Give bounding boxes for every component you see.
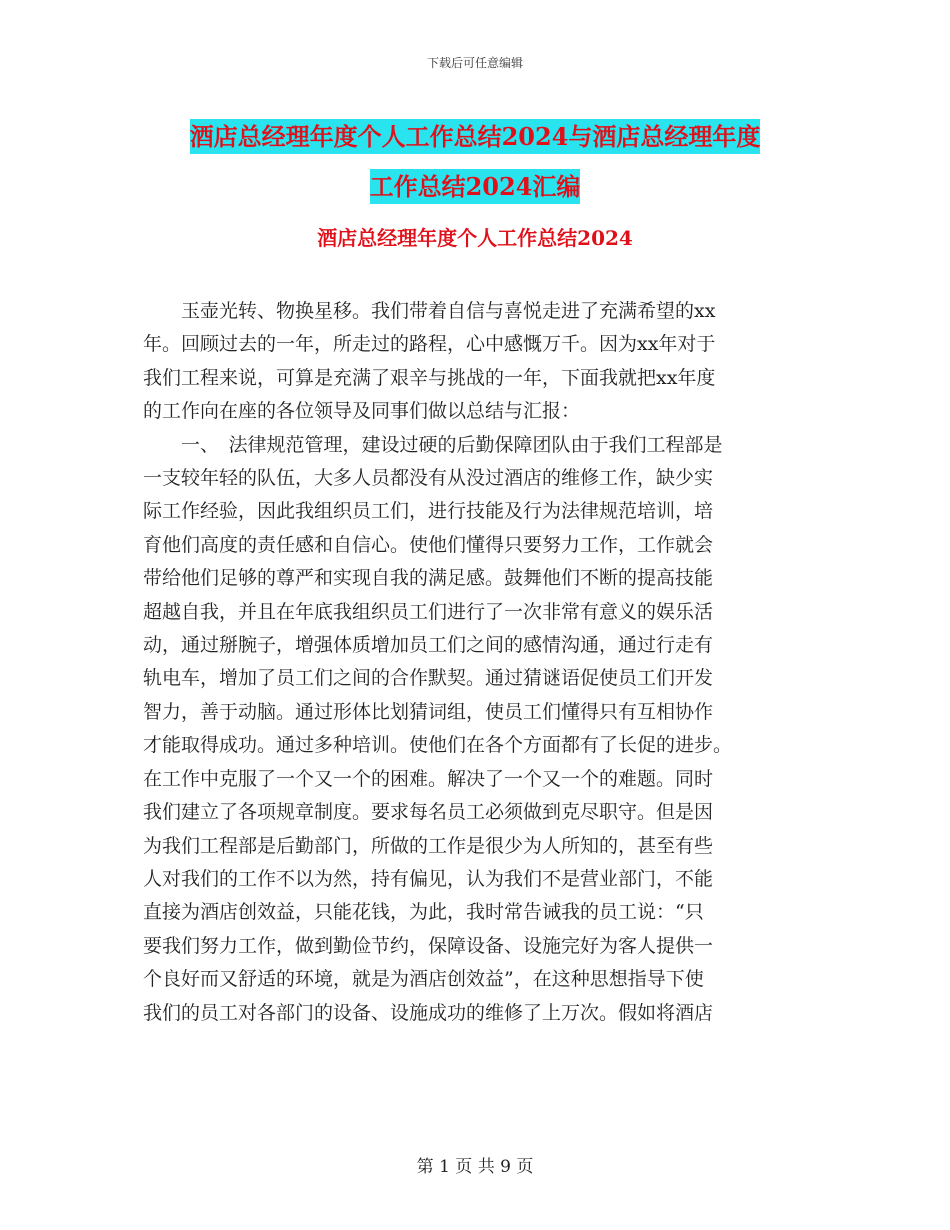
text-line: 才能取得成功。通过多种培训。使他们在各个方面都有了长促的进步。 (143, 734, 733, 757)
text-line: 我们建立了各项规章制度。要求每名员工必须做到克尽职守。但是因 (143, 801, 714, 824)
text-line: 个良好而又舒适的环境，就是为酒店创效益”，在这种思想指导下使 (143, 968, 704, 991)
title-line-2: 工作总结2024汇编 (370, 169, 581, 204)
document-title (0, 112, 950, 212)
text-line: 要我们努力工作，做到勤俭节约，保障设备、设施完好为客人提供一 (143, 934, 714, 957)
text-line: 的工作向在座的各位领导及同事们做以总结与汇报： (143, 400, 581, 423)
section-title: 酒店总经理年度个人工作总结2024 (317, 226, 633, 250)
text-line: 直接为酒店创效益，只能花钱，为此，我时常告诫我的员工说：“只 (143, 901, 704, 924)
text-line: 轨电车，增加了员工们之间的合作默契。通过猜谜语促使员工们开发 (143, 667, 714, 690)
text-line: 人对我们的工作不以为然，持有偏见，认为我们不是营业部门，不能 (143, 867, 714, 890)
text-line: 年。回顾过去的一年，所走过的路程，心中感慨万千。因为xx年对于 (143, 333, 716, 356)
text-line: 智力，善于动脑。通过形体比划猜词组，使员工们懂得只有互相协作 (143, 700, 714, 723)
text-line: 一支较年轻的队伍，大多人员都没有从没过酒店的维修工作，缺少实 (143, 467, 714, 490)
text-line: 育他们高度的责任感和自信心。使他们懂得只要努力工作，工作就会 (143, 533, 714, 556)
title-line-1: 酒店总经理年度个人工作总结2024与酒店总经理年度 (190, 119, 761, 154)
body-text (143, 295, 807, 1030)
text-line: 我们工程来说，可算是充满了艰辛与挑战的一年，下面我就把xx年度 (143, 366, 716, 389)
text-line: 玉壶光转、物换星移。我们带着自信与喜悦走进了充满希望的xx (143, 300, 716, 322)
text-line: 动，通过掰腕子，增强体质增加员工们之间的感情沟通，通过行走有 (143, 634, 714, 657)
text-line: 一、 法律规范管理，建设过硬的后勤保障团队由于我们工程部是 (143, 433, 723, 456)
text-line: 我们的员工对各部门的设备、设施成功的维修了上万次。假如将酒店 (143, 1001, 714, 1024)
page-footer: 第 1 页 共 9 页 (416, 1157, 534, 1177)
text-line: 际工作经验，因此我组织员工们，进行技能及行为法律规范培训，培 (143, 500, 714, 523)
text-line: 在工作中克服了一个又一个的困难。解决了一个又一个的难题。同时 (143, 767, 714, 790)
text-line: 为我们工程部是后勤部门，所做的工作是很少为人所知的，甚至有些 (143, 834, 714, 857)
header-note: 下载后可任意编辑 (426, 56, 523, 70)
text-line: 带给他们足够的尊严和实现自我的满足感。鼓舞他们不断的提高技能 (143, 567, 714, 590)
text-line: 超越自我，并且在年底我组织员工们进行了一次非常有意义的娱乐活 (143, 600, 714, 623)
